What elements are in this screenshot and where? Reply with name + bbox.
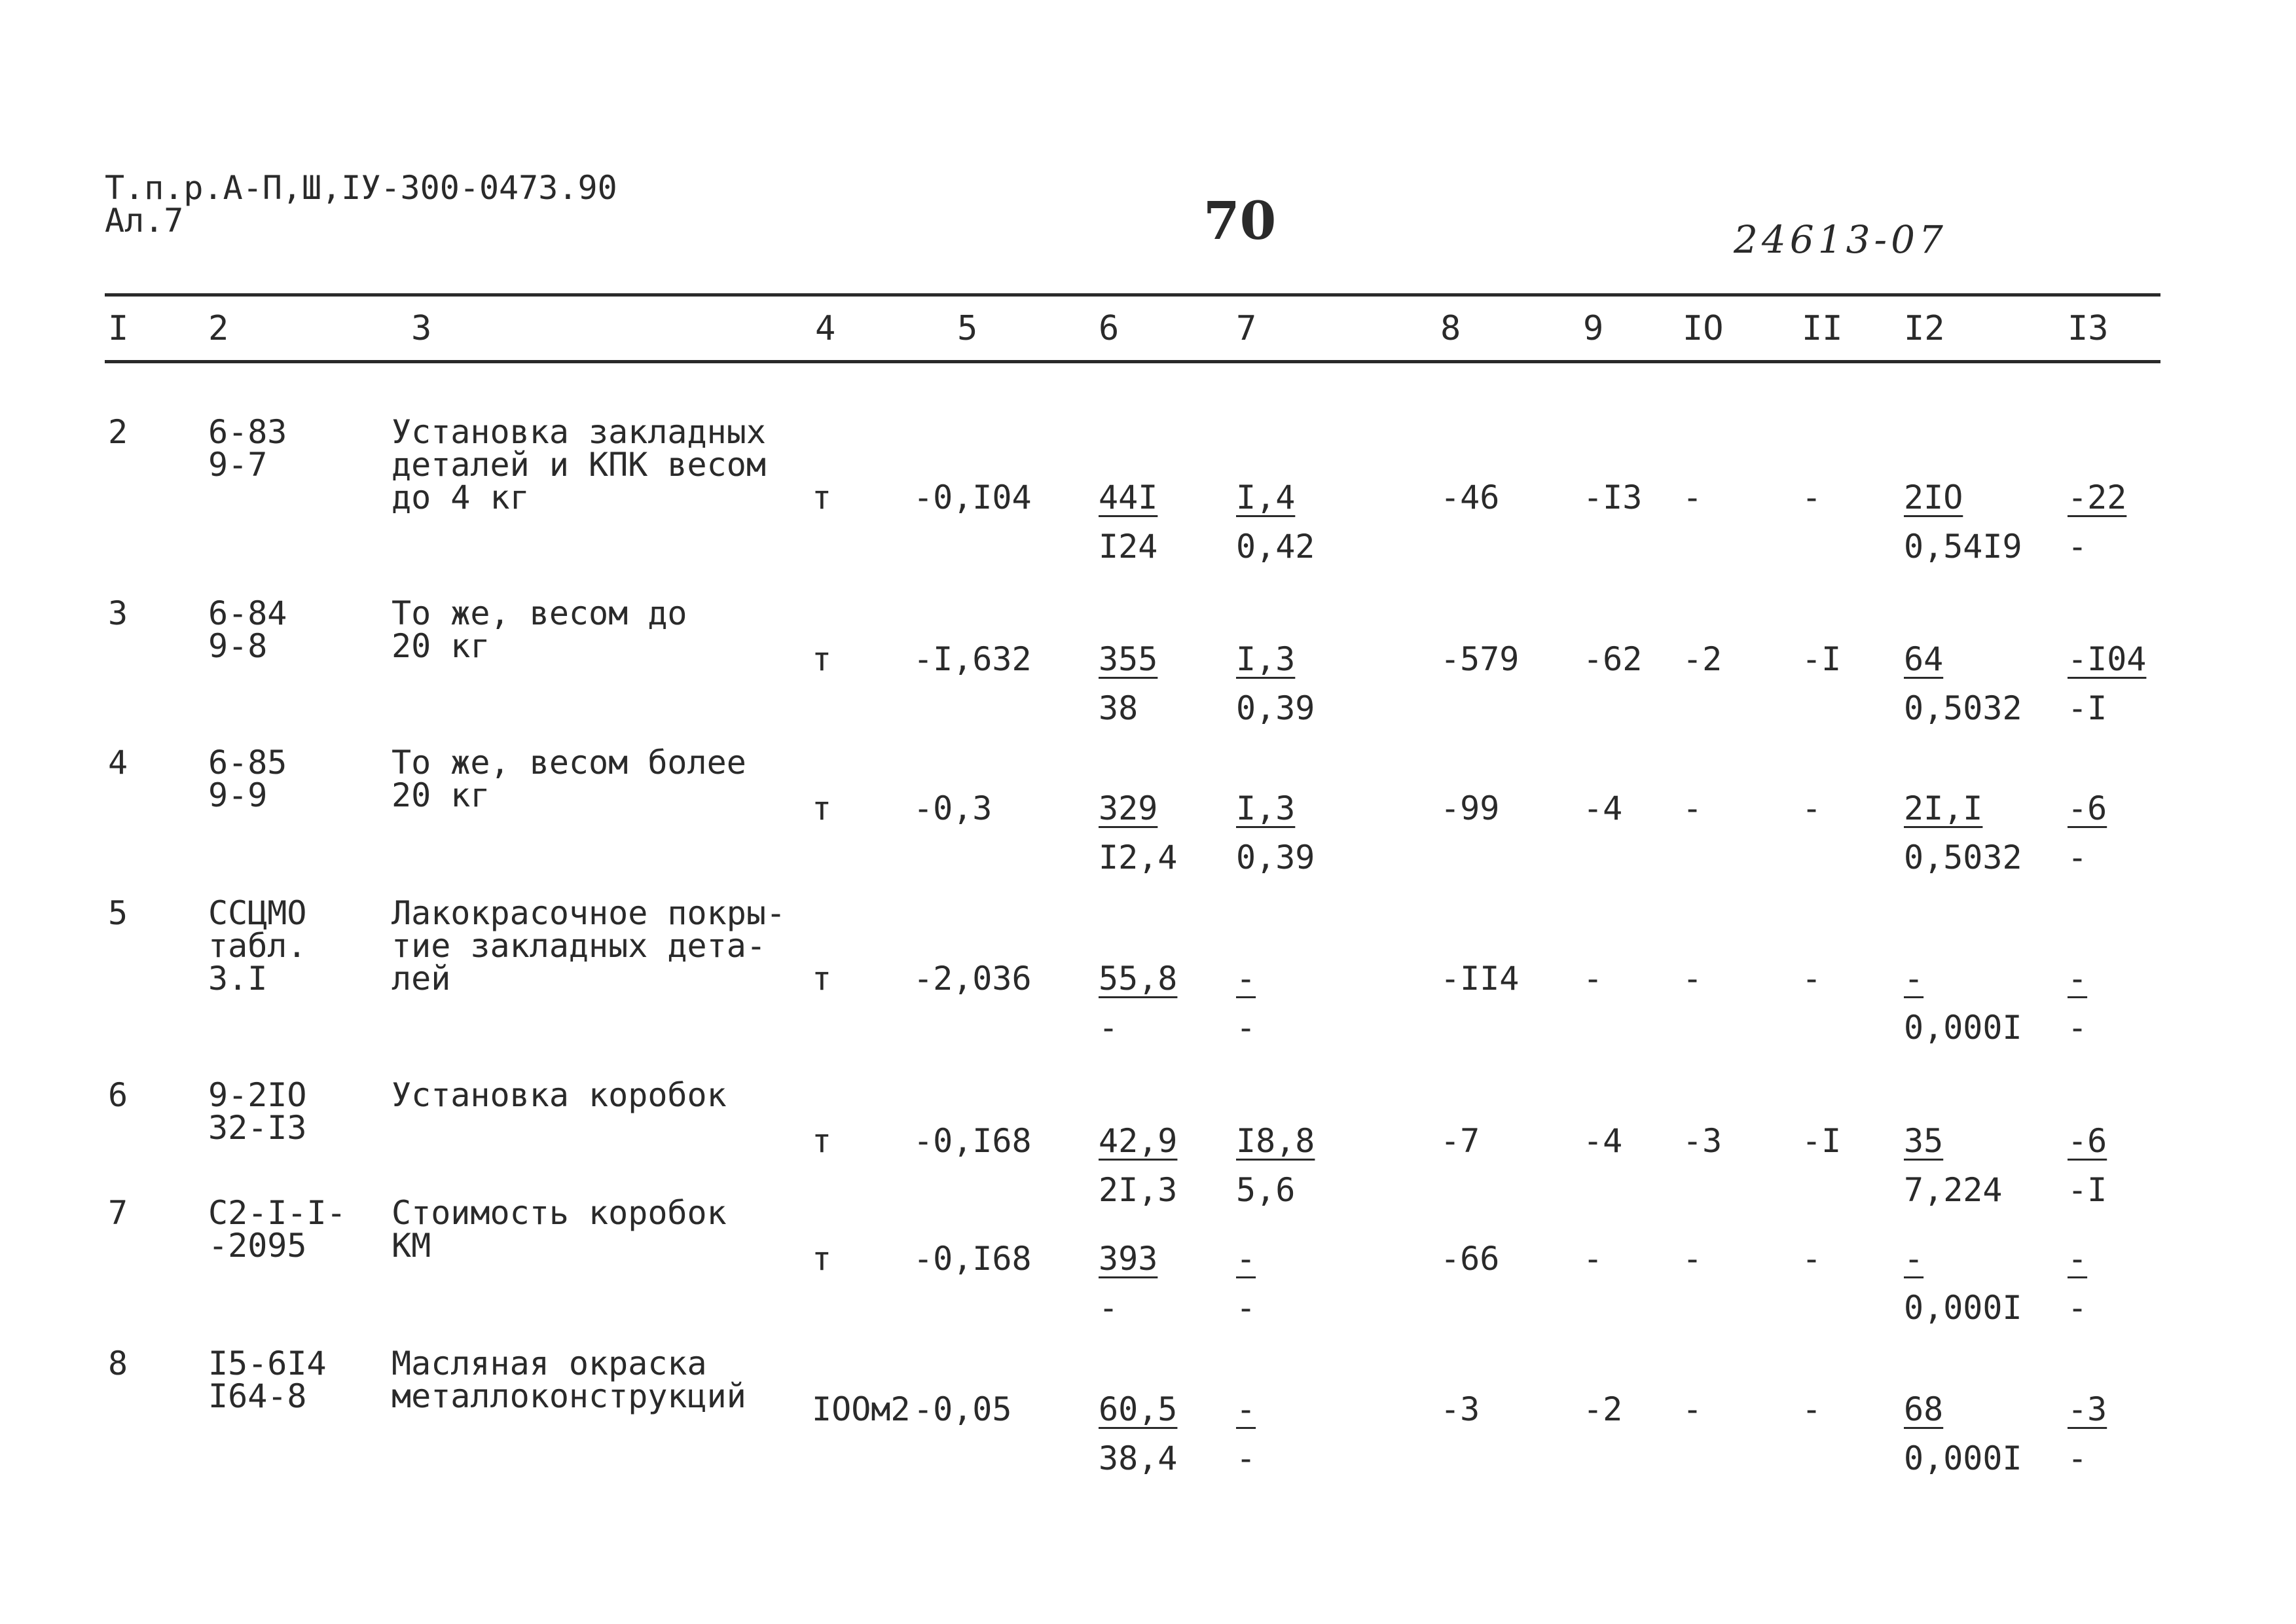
col8-cell: -3 <box>1440 1390 1480 1428</box>
col12-bottom: 0,000I <box>1904 1009 2022 1047</box>
norm-code: I64-8 <box>208 1377 307 1415</box>
column-header-8: 8 <box>1440 309 1461 348</box>
col6-top: 44I <box>1099 478 1158 516</box>
col6-bottom: 2I,3 <box>1099 1171 1178 1209</box>
col11-cell: - <box>1802 478 1822 516</box>
col13-top: -22 <box>2068 478 2127 516</box>
col13-top: - <box>2068 960 2088 998</box>
column-header-7: 7 <box>1236 309 1257 348</box>
col13-bottom: - <box>2068 528 2088 566</box>
unit-cell: т <box>812 960 832 998</box>
column-header-9: 9 <box>1583 309 1604 348</box>
col9-cell: - <box>1583 960 1603 998</box>
col12-top: 35 <box>1904 1122 1944 1160</box>
col11-cell: - <box>1802 960 1822 998</box>
col13-bottom: - <box>2068 1289 2088 1327</box>
quantity-cell: -0,I68 <box>913 1240 1032 1278</box>
norm-code: 9-7 <box>208 446 268 484</box>
col7-top: - <box>1236 1390 1256 1428</box>
col12-top: 2IO <box>1904 478 1963 516</box>
norm-code: 9-8 <box>208 627 268 665</box>
col9-cell: -62 <box>1583 640 1643 678</box>
col7-bottom: 5,6 <box>1236 1171 1296 1209</box>
work-description: Лакокрасочное покры- <box>392 894 786 932</box>
col9-cell: -4 <box>1583 1122 1623 1160</box>
work-description: Масляная окраска <box>392 1344 707 1382</box>
col8-cell: -99 <box>1440 789 1500 827</box>
col6-top: 55,8 <box>1099 960 1178 998</box>
col6-bottom: 38,4 <box>1099 1439 1178 1477</box>
col13-top: -6 <box>2068 789 2107 827</box>
row-number: 2 <box>108 413 128 451</box>
work-description: до 4 кг <box>392 478 530 516</box>
col12-top: - <box>1904 960 1924 998</box>
column-header-6: 6 <box>1099 309 1120 348</box>
col7-top: I,4 <box>1236 478 1296 516</box>
col7-bottom: - <box>1236 1289 1256 1327</box>
col7-bottom: - <box>1236 1009 1256 1047</box>
row-number: 6 <box>108 1076 128 1114</box>
col8-cell: -II4 <box>1440 960 1520 998</box>
work-description: Установка коробок <box>392 1076 727 1114</box>
col9-cell: -4 <box>1583 789 1623 827</box>
col6-bottom: I2,4 <box>1099 839 1178 876</box>
work-description: тие закладных дета- <box>392 927 766 965</box>
norm-code: 6-83 <box>208 413 287 451</box>
quantity-cell: -I,632 <box>913 640 1032 678</box>
norm-code: 32-I3 <box>208 1109 307 1147</box>
col6-top: 60,5 <box>1099 1390 1178 1428</box>
column-header-10: IO <box>1683 309 1724 348</box>
col6-top: 355 <box>1099 640 1158 678</box>
col11-cell: -I <box>1802 640 1842 678</box>
work-description: Стоимость коробок <box>392 1194 727 1232</box>
col12-bottom: 0,000I <box>1904 1289 2022 1327</box>
norm-code: I5-6I4 <box>208 1344 327 1382</box>
col12-top: 68 <box>1904 1390 1944 1428</box>
col11-cell: - <box>1802 1390 1822 1428</box>
unit-cell: т <box>812 789 832 827</box>
col12-bottom: 0,000I <box>1904 1439 2022 1477</box>
col8-cell: -7 <box>1440 1122 1480 1160</box>
work-description: КМ <box>392 1227 431 1265</box>
col6-top: 329 <box>1099 789 1158 827</box>
col10-cell: - <box>1683 1390 1703 1428</box>
work-description: То же, весом более <box>392 744 746 782</box>
norm-code: С2-I-I- <box>208 1194 346 1232</box>
col7-top: - <box>1236 960 1256 998</box>
col9-cell: - <box>1583 1240 1603 1278</box>
col7-top: I,3 <box>1236 640 1296 678</box>
norm-code: 6-84 <box>208 594 287 632</box>
col7-top: I,3 <box>1236 789 1296 827</box>
col9-cell: -2 <box>1583 1390 1623 1428</box>
work-description: 20 кг <box>392 776 490 814</box>
norm-code: 9-2IO <box>208 1076 307 1114</box>
col7-bottom: - <box>1236 1439 1256 1477</box>
unit-cell: т <box>812 1240 832 1278</box>
document-id: Т.п.р.А-П,Ш,IУ-300-0473.90 <box>105 169 617 207</box>
col13-bottom: -I <box>2068 1171 2107 1209</box>
row-number: 5 <box>108 894 128 932</box>
table-top-rule <box>105 293 2160 297</box>
sheet-label: Ал.7 <box>105 202 184 240</box>
column-header-3: 3 <box>411 309 432 348</box>
work-description: То же, весом до <box>392 594 687 632</box>
row-number: 4 <box>108 744 128 782</box>
col6-top: 393 <box>1099 1240 1158 1278</box>
col13-bottom: - <box>2068 1009 2088 1047</box>
work-description: 20 кг <box>392 627 490 665</box>
col13-top: -3 <box>2068 1390 2107 1428</box>
col10-cell: - <box>1683 478 1703 516</box>
norm-code: 9-9 <box>208 776 268 814</box>
norm-code: табл. <box>208 927 307 965</box>
col13-top: - <box>2068 1240 2088 1278</box>
document-header <box>105 169 617 240</box>
col6-bottom: I24 <box>1099 528 1158 566</box>
column-header-13: I3 <box>2068 309 2109 348</box>
col6-bottom: - <box>1099 1009 1119 1047</box>
handwritten-stamp: 24613-07 <box>1734 217 1947 262</box>
column-header-4: 4 <box>815 309 836 348</box>
column-header-12: I2 <box>1904 309 1945 348</box>
work-description: металлоконструкций <box>392 1377 746 1415</box>
col13-bottom: - <box>2068 1439 2088 1477</box>
col12-bottom: 0,54I9 <box>1904 528 2022 566</box>
col13-bottom: - <box>2068 839 2088 876</box>
col10-cell: - <box>1683 789 1703 827</box>
column-header-11: II <box>1802 309 1843 348</box>
col8-cell: -46 <box>1440 478 1500 516</box>
col13-top: -I04 <box>2068 640 2147 678</box>
col11-cell: -I <box>1802 1122 1842 1160</box>
quantity-cell: -0,3 <box>913 789 993 827</box>
col7-top: I8,8 <box>1236 1122 1315 1160</box>
row-number: 7 <box>108 1194 128 1232</box>
col6-top: 42,9 <box>1099 1122 1178 1160</box>
column-header-2: 2 <box>208 309 229 348</box>
norm-code: -2095 <box>208 1227 307 1265</box>
col7-bottom: 0,42 <box>1236 528 1315 566</box>
col7-top: - <box>1236 1240 1256 1278</box>
col10-cell: - <box>1683 960 1703 998</box>
col6-bottom: - <box>1099 1289 1119 1327</box>
page-number: 70 <box>1203 190 1277 251</box>
unit-cell: т <box>812 640 832 678</box>
norm-code: 3.I <box>208 960 268 998</box>
col13-top: -6 <box>2068 1122 2107 1160</box>
col11-cell: - <box>1802 1240 1822 1278</box>
col12-bottom: 0,5032 <box>1904 689 2022 727</box>
col8-cell: -579 <box>1440 640 1520 678</box>
col13-bottom: -I <box>2068 689 2107 727</box>
unit-cell: т <box>812 1122 832 1160</box>
row-number: 8 <box>108 1344 128 1382</box>
work-description: деталей и КПК весом <box>392 446 766 484</box>
col9-cell: -I3 <box>1583 478 1643 516</box>
col10-cell: -3 <box>1683 1122 1722 1160</box>
work-description: Установка закладных <box>392 413 766 451</box>
col12-bottom: 0,5032 <box>1904 839 2022 876</box>
col12-bottom: 7,224 <box>1904 1171 2003 1209</box>
column-header-1: I <box>108 309 129 348</box>
row-number: 3 <box>108 594 128 632</box>
unit-cell: IOOм2 <box>812 1390 911 1428</box>
col6-bottom: 38 <box>1099 689 1139 727</box>
quantity-cell: -2,036 <box>913 960 1032 998</box>
col12-top: 2I,I <box>1904 789 1983 827</box>
column-header-5: 5 <box>957 309 978 348</box>
quantity-cell: -0,I04 <box>913 478 1032 516</box>
norm-code: 6-85 <box>208 744 287 782</box>
col7-bottom: 0,39 <box>1236 839 1315 876</box>
col11-cell: - <box>1802 789 1822 827</box>
col10-cell: -2 <box>1683 640 1722 678</box>
col7-bottom: 0,39 <box>1236 689 1315 727</box>
work-description: лей <box>392 960 451 998</box>
col12-top: 64 <box>1904 640 1944 678</box>
quantity-cell: -0,I68 <box>913 1122 1032 1160</box>
norm-code: ССЦМО <box>208 894 307 932</box>
col12-top: - <box>1904 1240 1924 1278</box>
table-header-rule <box>105 360 2160 363</box>
col8-cell: -66 <box>1440 1240 1500 1278</box>
unit-cell: т <box>812 478 832 516</box>
col10-cell: - <box>1683 1240 1703 1278</box>
quantity-cell: -0,05 <box>913 1390 1012 1428</box>
